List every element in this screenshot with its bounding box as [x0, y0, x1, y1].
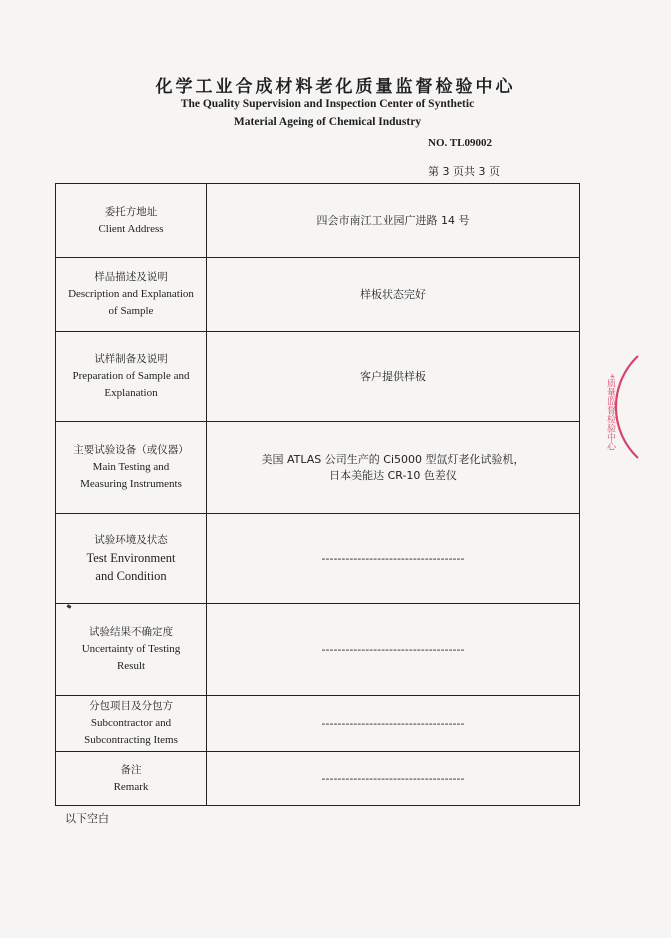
label-uncertainty: [56, 604, 207, 696]
value-line: 美国 ATLAS 公司生产的 Ci5000 型氙灯老化试验机，: [261, 452, 525, 466]
report-number: NO. TL09002: [428, 137, 492, 149]
label-sample-description: [56, 258, 207, 332]
label-en: Description and Explanation: [68, 288, 194, 300]
value-sample-preparation: [207, 332, 580, 422]
label-client-address: [56, 184, 207, 258]
value-line: ------------------------------------: [321, 642, 465, 656]
label-cn: 试验结果不确定度: [89, 626, 173, 638]
label-en: Result: [116, 660, 146, 672]
label-en: Uncertainty of Testing: [81, 643, 181, 655]
value-line: ------------------------------------: [321, 551, 465, 565]
table-row-uncertainty: [56, 604, 580, 696]
seal-arc: [616, 356, 638, 458]
label-en: Test Environment: [86, 551, 176, 565]
value-uncertainty: [207, 604, 580, 696]
table-row-sample-preparation: [56, 332, 580, 422]
value-line: 四会市南江工业园广进路 14 号: [316, 213, 470, 227]
value-sample-description: [207, 258, 580, 332]
center-title-cn: 化学工业合成材料老化质量监督检验中心: [155, 77, 516, 97]
label-cn: 试验环境及状态: [94, 534, 168, 546]
value-test-environment: [207, 514, 580, 604]
label-en: Explanation: [104, 387, 158, 399]
label-en: Subcontractor and: [90, 717, 172, 729]
value-client-address: [207, 184, 580, 258]
label-remark: [56, 752, 207, 806]
label-cn: 分包项目及分包方: [89, 700, 173, 712]
value-line: ------------------------------------: [321, 771, 465, 785]
official-seal-stamp: [598, 352, 644, 462]
label-subcontractor: [56, 696, 207, 752]
label-cn: 委托方地址: [104, 205, 158, 218]
label-en: Remark: [113, 780, 149, 793]
label-cn: 样品描述及说明: [94, 271, 168, 283]
label-en: Client Address: [98, 222, 164, 235]
table-row-test-environment: [56, 514, 580, 604]
label-en: Measuring Instruments: [80, 478, 182, 490]
value-line: 日本美能达 CR-10 色差仪: [329, 468, 457, 482]
label-en: Main Testing and: [92, 461, 170, 473]
value-subcontractor: [207, 696, 580, 752]
seal-text: *质量监督检验中心: [605, 374, 615, 451]
label-en: of Sample: [108, 305, 154, 317]
table-row-client-address: [56, 184, 580, 258]
value-remark: [207, 752, 580, 806]
table-row-sample-description: [56, 258, 580, 332]
label-en: and Condition: [95, 569, 167, 583]
value-instruments: [207, 422, 580, 514]
label-en: Preparation of Sample and: [72, 370, 190, 382]
blank-below-note: 以下空白: [65, 812, 109, 825]
center-title-en-line2: Material Ageing of Chemical Industry: [233, 116, 422, 128]
label-test-environment: [56, 514, 207, 604]
value-line: ------------------------------------: [321, 716, 465, 730]
label-instruments: [56, 422, 207, 514]
label-cn: 备注: [120, 763, 142, 776]
label-sample-preparation: [56, 332, 207, 422]
table-row-instruments: [56, 422, 580, 514]
page-indicator: 第 3 页共 3 页: [428, 165, 500, 178]
value-line: 客户提供样板: [360, 369, 426, 383]
value-line: 样板状态完好: [360, 287, 426, 301]
table-row-remark: [56, 752, 580, 806]
label-en: Subcontracting Items: [84, 734, 178, 746]
label-cn: 试样制备及说明: [94, 353, 168, 365]
center-title-en-line1: The Quality Supervision and Inspection Center of Synthetic: [180, 98, 475, 110]
table-row-subcontractor: [56, 696, 580, 752]
label-cn: 主要试验设备（或仪器）: [73, 444, 189, 456]
report-form-table: [55, 183, 580, 806]
